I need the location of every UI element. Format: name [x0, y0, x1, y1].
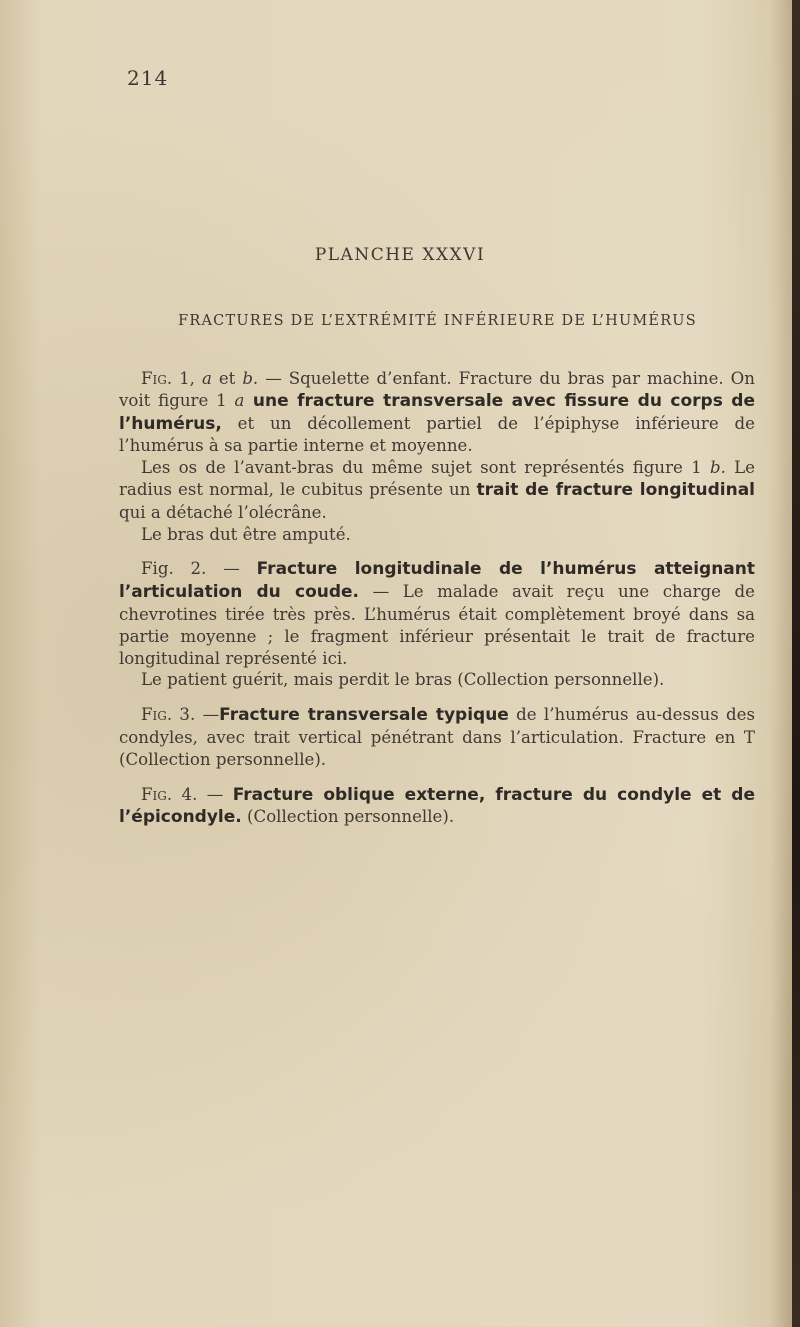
plate-title: PLANCHE XXXVI	[314, 245, 486, 265]
text-run: Les os de l’avant-bras du même sujet sont représentés figure 1	[141, 458, 710, 478]
text-run: Le radius est normal, le cubitus présente un	[119, 458, 755, 499]
paragraph-fig1-amputation	[119, 524, 755, 546]
text-run: (Collection personnelle).	[241, 807, 455, 827]
bold-text: une fracture transversale avec fissure du corps de l’humérus,	[119, 390, 755, 434]
paragraph-fig3	[119, 704, 755, 770]
fig-ref: a	[234, 390, 245, 410]
text-run: qui a détaché l’olécrâne.	[119, 502, 327, 522]
bold-text: Fracture longitudinale de l’humérus atteignant l’articulation du coude.	[119, 559, 755, 603]
fig-number: 4. —	[172, 784, 233, 804]
text-run: Le patient guérit, mais perdit le bras (Collection personnelle).	[141, 670, 665, 690]
text-run: Le bras dut être amputé.	[141, 524, 351, 544]
bold-text: trait de fracture longitudinal	[476, 479, 756, 500]
body-text	[119, 368, 755, 842]
section-title: FRACTURES DE L’EXTRÉMITÉ INFÉRIEURE DE L’HUMÉRUS	[178, 313, 697, 329]
paragraph-fig1-forearm	[119, 457, 755, 523]
paragraph-fig2	[119, 558, 755, 669]
fig-ref: b.	[709, 458, 726, 478]
fig-label: Fig.	[141, 705, 173, 725]
fig-number: 3. —	[172, 705, 220, 725]
fig-sub-b: b.	[242, 369, 259, 388]
paragraph-fig1	[119, 368, 755, 457]
bold-text: Fracture oblique externe, fracture du condyle et de l’épicondyle.	[119, 784, 755, 828]
fig-sub-a: a	[201, 369, 212, 388]
paragraph-fig4	[119, 784, 755, 830]
text-run: — Squelette d’enfant. Fracture du bras par machine. On voit figure 1	[119, 369, 755, 410]
text-run: — Le malade avait reçu une charge de chevrotines tirée très près. L’humérus était complètement broyé dans sa partie moyenne ; le fragment inférieur présentait le trait de fracture longitudinal représenté ici.	[119, 582, 755, 668]
fig-label: Fig.	[141, 369, 173, 388]
text-run: et un décollement partiel de l’épiphyse inférieure de l’humérus à sa partie interne et moyenne.	[119, 413, 755, 456]
fig-number: 1,	[179, 369, 195, 388]
fig-label: Fig.	[141, 784, 173, 804]
text-run: de l’humérus au-dessus des condyles, avec trait vertical pénétrant dans l’articulation. Fracture en T (Collection personnelle).	[119, 705, 755, 769]
book-spine	[792, 0, 800, 1327]
fig-label: Fig. 2.	[141, 559, 207, 579]
bold-text: Fracture transversale typique	[219, 705, 509, 726]
page-number: 214	[127, 66, 169, 90]
fig-conj: et	[218, 369, 236, 388]
paragraph-fig2-outcome	[119, 669, 755, 691]
text-run: —	[206, 559, 257, 579]
